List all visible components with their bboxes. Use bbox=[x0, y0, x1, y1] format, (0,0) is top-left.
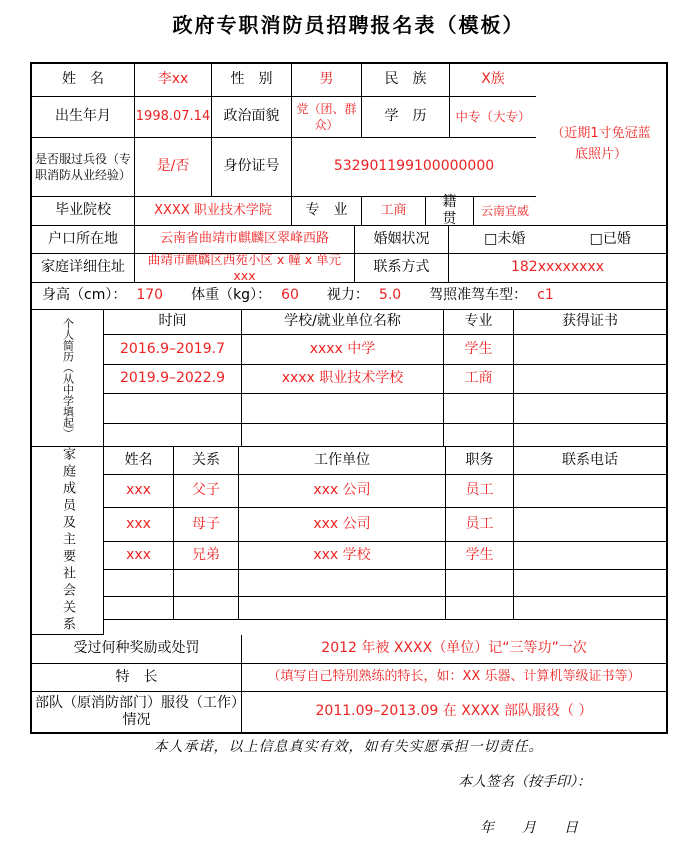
family-name bbox=[104, 597, 174, 620]
family-header-row bbox=[104, 447, 666, 475]
checkbox-married[interactable]: □已婚 bbox=[589, 230, 631, 247]
family-header-phone: 联系电话 bbox=[514, 447, 666, 475]
license-label: 驾照准驾车型： bbox=[429, 287, 528, 304]
metrics-row bbox=[32, 283, 666, 310]
service-label: 部队（原消防部门）服役（工作）情况 bbox=[32, 692, 242, 732]
resume-cert bbox=[514, 424, 666, 447]
school-value: XXXX 职业技术学院 bbox=[135, 197, 292, 226]
service-value: 2011.09–2013.09 在 XXXX 部队服役（ ） bbox=[315, 703, 593, 720]
resume-cert bbox=[514, 365, 666, 394]
family-position: 学生 bbox=[446, 542, 514, 570]
family-relation: 兄弟 bbox=[174, 542, 239, 570]
table-row bbox=[32, 64, 536, 97]
family-phone bbox=[514, 508, 666, 542]
resume-header-row bbox=[104, 310, 666, 335]
birth-label: 出生年月 bbox=[32, 97, 135, 138]
resume-major bbox=[444, 424, 514, 447]
family-position bbox=[446, 570, 514, 597]
table-row bbox=[32, 226, 666, 254]
table-row bbox=[32, 138, 536, 197]
family-workplace bbox=[239, 570, 446, 597]
major-value: 工商 bbox=[362, 197, 426, 226]
family-name: xxx bbox=[104, 475, 174, 508]
resume-time: 2019.9–2022.9 bbox=[104, 365, 242, 394]
awards-value: 2012 年被 XXXX（单位）记“三等功”一次 bbox=[242, 635, 666, 664]
family-workplace: xxx 学校 bbox=[239, 542, 446, 570]
weight-label: 体重（kg）： bbox=[191, 287, 272, 304]
specialty-row bbox=[32, 664, 666, 692]
ethnic-label: 民 族 bbox=[362, 64, 450, 97]
contact-label: 联系方式 bbox=[355, 254, 449, 283]
family-header-relation: 关系 bbox=[174, 447, 239, 475]
marital-status-label: 婚姻状况 bbox=[355, 226, 449, 254]
table-row bbox=[32, 254, 666, 283]
major-label: 专 业 bbox=[292, 197, 362, 226]
specialty-value: （填写自己特别熟练的特长，如：XX 乐器、计算机等级证书等） bbox=[242, 664, 666, 692]
resume-header-time: 时间 bbox=[104, 310, 242, 335]
military-service-label: 是否服过兵役（专职消防从业经验） bbox=[32, 138, 135, 197]
resume-header-cert: 获得证书 bbox=[514, 310, 666, 335]
awards-label: 受过何种奖励或处罚 bbox=[32, 635, 242, 664]
name-value: 李xx bbox=[135, 64, 212, 97]
family-workplace: xxx 公司 bbox=[239, 508, 446, 542]
checkbox-unmarried[interactable]: □未婚 bbox=[484, 230, 526, 247]
service-row bbox=[32, 692, 666, 732]
school-label: 毕业院校 bbox=[32, 197, 135, 226]
resume-header-org: 学校/就业单位名称 bbox=[242, 310, 444, 335]
family-name: xxx bbox=[104, 542, 174, 570]
family-position: 员工 bbox=[446, 508, 514, 542]
family-header-workplace: 工作单位 bbox=[239, 447, 446, 475]
date-line: 年 月 日 bbox=[480, 820, 578, 836]
basic-info-section bbox=[32, 64, 666, 226]
family-row bbox=[104, 475, 666, 508]
resume-major: 学生 bbox=[444, 335, 514, 365]
family-position: 员工 bbox=[446, 475, 514, 508]
family-row bbox=[104, 597, 666, 620]
id-number-value: 532901199100000000 bbox=[292, 138, 536, 197]
birth-value: 1998.07.14 bbox=[135, 97, 212, 138]
residence-section bbox=[32, 226, 666, 283]
table-row bbox=[32, 97, 536, 138]
family-section bbox=[32, 447, 666, 635]
political-label: 政治面貌 bbox=[212, 97, 292, 138]
application-form-table bbox=[30, 62, 668, 734]
family-row bbox=[104, 570, 666, 597]
residence-label: 户口所在地 bbox=[32, 226, 135, 254]
address-label: 家庭详细住址 bbox=[32, 254, 135, 283]
military-service-value: 是/否 bbox=[135, 138, 212, 197]
family-relation: 父子 bbox=[174, 475, 239, 508]
height-value: 170 bbox=[136, 287, 164, 304]
page-title: 政府专职消防员招聘报名表（模板） bbox=[172, 13, 525, 37]
origin-label: 籍 贯 bbox=[426, 197, 474, 226]
resume-row bbox=[104, 394, 666, 424]
family-phone bbox=[514, 570, 666, 597]
resume-org: xxxx 中学 bbox=[242, 335, 444, 365]
name-label: 姓 名 bbox=[32, 64, 135, 97]
vision-value: 5.0 bbox=[378, 287, 402, 304]
resume-header-major: 专业 bbox=[444, 310, 514, 335]
family-workplace: xxx 公司 bbox=[239, 475, 446, 508]
origin-value: 云南宣威 bbox=[474, 197, 536, 226]
bottom-section bbox=[32, 635, 666, 732]
family-workplace bbox=[239, 597, 446, 620]
family-position bbox=[446, 597, 514, 620]
family-relation bbox=[174, 597, 239, 620]
family-phone bbox=[514, 542, 666, 570]
resume-time bbox=[104, 424, 242, 447]
resume-row bbox=[104, 335, 666, 365]
resume-section bbox=[32, 310, 666, 447]
family-name bbox=[104, 570, 174, 597]
resume-cert bbox=[514, 335, 666, 365]
resume-org bbox=[242, 394, 444, 424]
family-header-name: 姓名 bbox=[104, 447, 174, 475]
license-value: c1 bbox=[537, 287, 554, 304]
resume-major bbox=[444, 394, 514, 424]
family-name: xxx bbox=[104, 508, 174, 542]
family-row bbox=[104, 508, 666, 542]
family-phone bbox=[514, 475, 666, 508]
marital-status-options bbox=[449, 226, 666, 254]
metrics-section bbox=[32, 283, 666, 310]
resume-row bbox=[104, 365, 666, 394]
resume-time: 2016.9–2019.7 bbox=[104, 335, 242, 365]
height-label: 身高（cm）： bbox=[42, 287, 127, 304]
contact-value: 182xxxxxxxx bbox=[449, 254, 666, 283]
ethnic-value: X族 bbox=[450, 64, 536, 97]
address-value: 曲靖市麒麟区西苑小区 x 幢 x 单元 xxx bbox=[135, 254, 355, 283]
family-phone bbox=[514, 597, 666, 620]
pledge-text: 本人承诺，以上信息真实有效，如有失实愿承担一切责任。 bbox=[153, 739, 544, 755]
specialty-label: 特 长 bbox=[32, 664, 242, 692]
resume-cert bbox=[514, 394, 666, 424]
family-relation: 母子 bbox=[174, 508, 239, 542]
table-row bbox=[32, 193, 536, 227]
id-number-label: 身份证号 bbox=[212, 138, 292, 197]
resume-org: xxxx 职业技术学校 bbox=[242, 365, 444, 394]
resume-major: 工商 bbox=[444, 365, 514, 394]
signature-label: 本人签名（按手印）： bbox=[458, 774, 591, 790]
resume-row bbox=[104, 424, 666, 447]
awards-row bbox=[32, 635, 666, 664]
political-value: 党（团、群众） bbox=[292, 97, 362, 138]
family-section-label: 家庭成员及主要社会关系 bbox=[32, 447, 104, 635]
education-label: 学 历 bbox=[362, 97, 450, 138]
resume-section-label: 个人简历（从中学填起） bbox=[32, 310, 104, 447]
family-row bbox=[104, 542, 666, 570]
residence-value: 云南省曲靖市麒麟区翠峰西路 bbox=[135, 226, 355, 254]
resume-org bbox=[242, 424, 444, 447]
family-relation bbox=[174, 570, 239, 597]
gender-value: 男 bbox=[292, 64, 362, 97]
weight-value: 60 bbox=[281, 287, 299, 304]
vision-label: 视力： bbox=[326, 287, 369, 304]
resume-time bbox=[104, 394, 242, 424]
education-value: 中专（大专） bbox=[450, 97, 536, 138]
gender-label: 性 别 bbox=[212, 64, 292, 97]
photo-placeholder: （近期1寸免冠蓝底照片） bbox=[536, 64, 666, 226]
family-header-position: 职务 bbox=[446, 447, 514, 475]
